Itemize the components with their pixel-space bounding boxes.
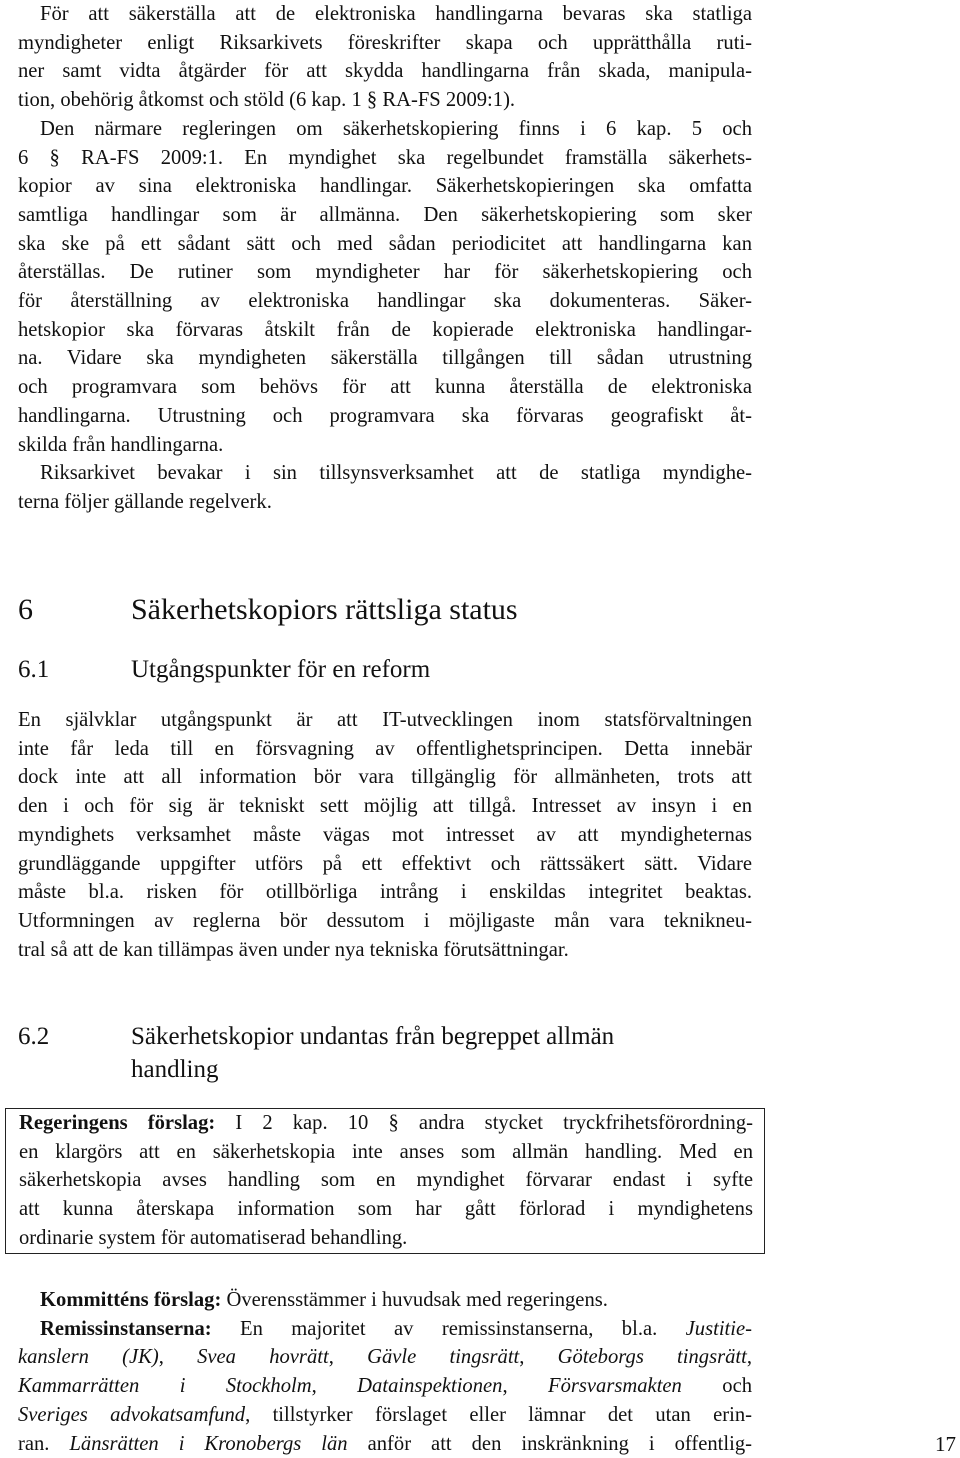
referral-label: Remissinstanserna: [40,1318,212,1340]
text-line: Riksarkivet bevakar i sin tillsynsverksamhet att de statliga myndighe- [40,459,752,488]
text-line: att kunna återskapa information som har gått förlorad i myndighetens [19,1195,753,1224]
text-line: ran. Länsrätten i Kronobergs län anför att den inskränkning i offentlig- [18,1430,752,1458]
section-title-line: handling [131,1054,219,1086]
page-number: 17 [935,1432,956,1456]
text-line: ner samt vidta åtgärder för att skydda handlingarna från skada, manipula- [18,57,752,86]
section-number: 6.2 [18,1021,49,1053]
text-line: Kammarrätten i Stockholm, Datainspektionen, Försvarsmakten och [18,1372,752,1401]
text-line: en klargörs att en säkerhetskopia inte anses som allmän handling. Med en [19,1138,753,1167]
text-line: handlingarna. Utrustning och programvara ska förvaras geografiskt åt- [18,402,752,431]
section-title-line: Säkerhetskopior undantas från begreppet allmän [131,1021,614,1053]
text-line: ska ske på ett sådant sätt och med sådan periodicitet att handlingarna kan [18,230,752,259]
text-line: skilda från handlingarna. [18,431,752,460]
text-line: ordinarie system för automatiserad behandling. [19,1224,753,1253]
text-line: tion, obehörig åtkomst och stöld (6 kap. 1 § RA-FS 2009:1). [18,86,752,115]
text-line: tral så att de kan tillämpas även under nya tekniska förutsättningar. [18,936,752,965]
text-line: grundläggande uppgifter utförs på ett effektivt och rättssäkert sätt. Vidare [18,850,752,879]
chapter-number: 6 [18,593,33,627]
text-line: kanslern (JK), Svea hovrätt, Gävle tingsrätt, Göteborgs tingsrätt, [18,1343,752,1372]
text-line: Utformningen av reglerna bör dessutom i möjligaste mån vara teknikneu- [18,907,752,936]
committee-label: Kommitténs förslag: [40,1289,221,1311]
text-line: säkerhetskopia avses handling som en myndighet förvarar endast i syfte [19,1166,753,1195]
section-title: Utgångspunkter för en reform [131,654,430,686]
text-line: För att säkerställa att de elektroniska handlingarna bevaras ska statliga [40,0,752,29]
text-line: Regeringens förslag: I 2 kap. 10 § andra stycket tryckfrihetsförordning- [19,1109,753,1138]
text-line: na. Vidare ska myndigheten säkerställa tillgången till sådan utrustning [18,344,752,373]
text-line: terna följer gällande regelverk. [18,488,752,517]
section-number: 6.1 [18,654,49,686]
proposal-box [5,1108,765,1254]
text-line: den i och för sig är tekniskt sett möjlig att tillgå. Intresset av insyn i en [18,792,752,821]
text-line: myndighets verksamhet måste vägas mot intresset av att myndigheternas [18,821,752,850]
text-line: Sveriges advokatsamfund, tillstyrker förslaget eller lämnar det utan erin- [18,1401,752,1430]
text-line: 6 § RA-FS 2009:1. En myndighet ska regelbundet framställa säkerhets- [18,144,752,173]
chapter-title: Säkerhetskopiors rättsliga status [131,593,518,627]
text-line: inte får leda till en försvagning av offentlighetsprincipen. Detta innebär [18,735,752,764]
text-line: myndigheter enligt Riksarkivets föreskrifter skapa och upprätthålla ruti- [18,29,752,58]
text-line: dock inte att all information bör vara tillgänglig för allmänheten, trots att [18,763,752,792]
text-line: Den närmare regleringen om säkerhetskopiering finns i 6 kap. 5 och [40,115,752,144]
text-line: och programvara som behövs för att kunna återställa de elektroniska [18,373,752,402]
text-line: kopior av sina elektroniska handlingar. Säkerhetskopieringen ska omfatta [18,172,752,201]
text-line: måste bl.a. risken för otillbörliga intrång i enskildas integritet beaktas. [18,878,752,907]
text-line: hetskopior ska förvaras åtskilt från de kopierade elektroniska handlingar- [18,316,752,345]
text-line: för återställning av elektroniska handlingar ska dokumenteras. Säker- [18,287,752,316]
text-line: Remissinstanserna: En majoritet av remissinstanserna, bl.a. Justitie- [40,1315,752,1344]
text-line: Kommitténs förslag: Överensstämmer i huvudsak med regeringens. [40,1286,752,1315]
text-line: samtliga handlingar som är allmänna. Den säkerhetskopiering som sker [18,201,752,230]
proposal-label: Regeringens förslag: [19,1112,215,1134]
text-line: En självklar utgångspunkt är att IT-utvecklingen inom statsförvaltningen [18,706,752,735]
text-line: återställas. De rutiner som myndigheter har för säkerhetskopiering och [18,258,752,287]
